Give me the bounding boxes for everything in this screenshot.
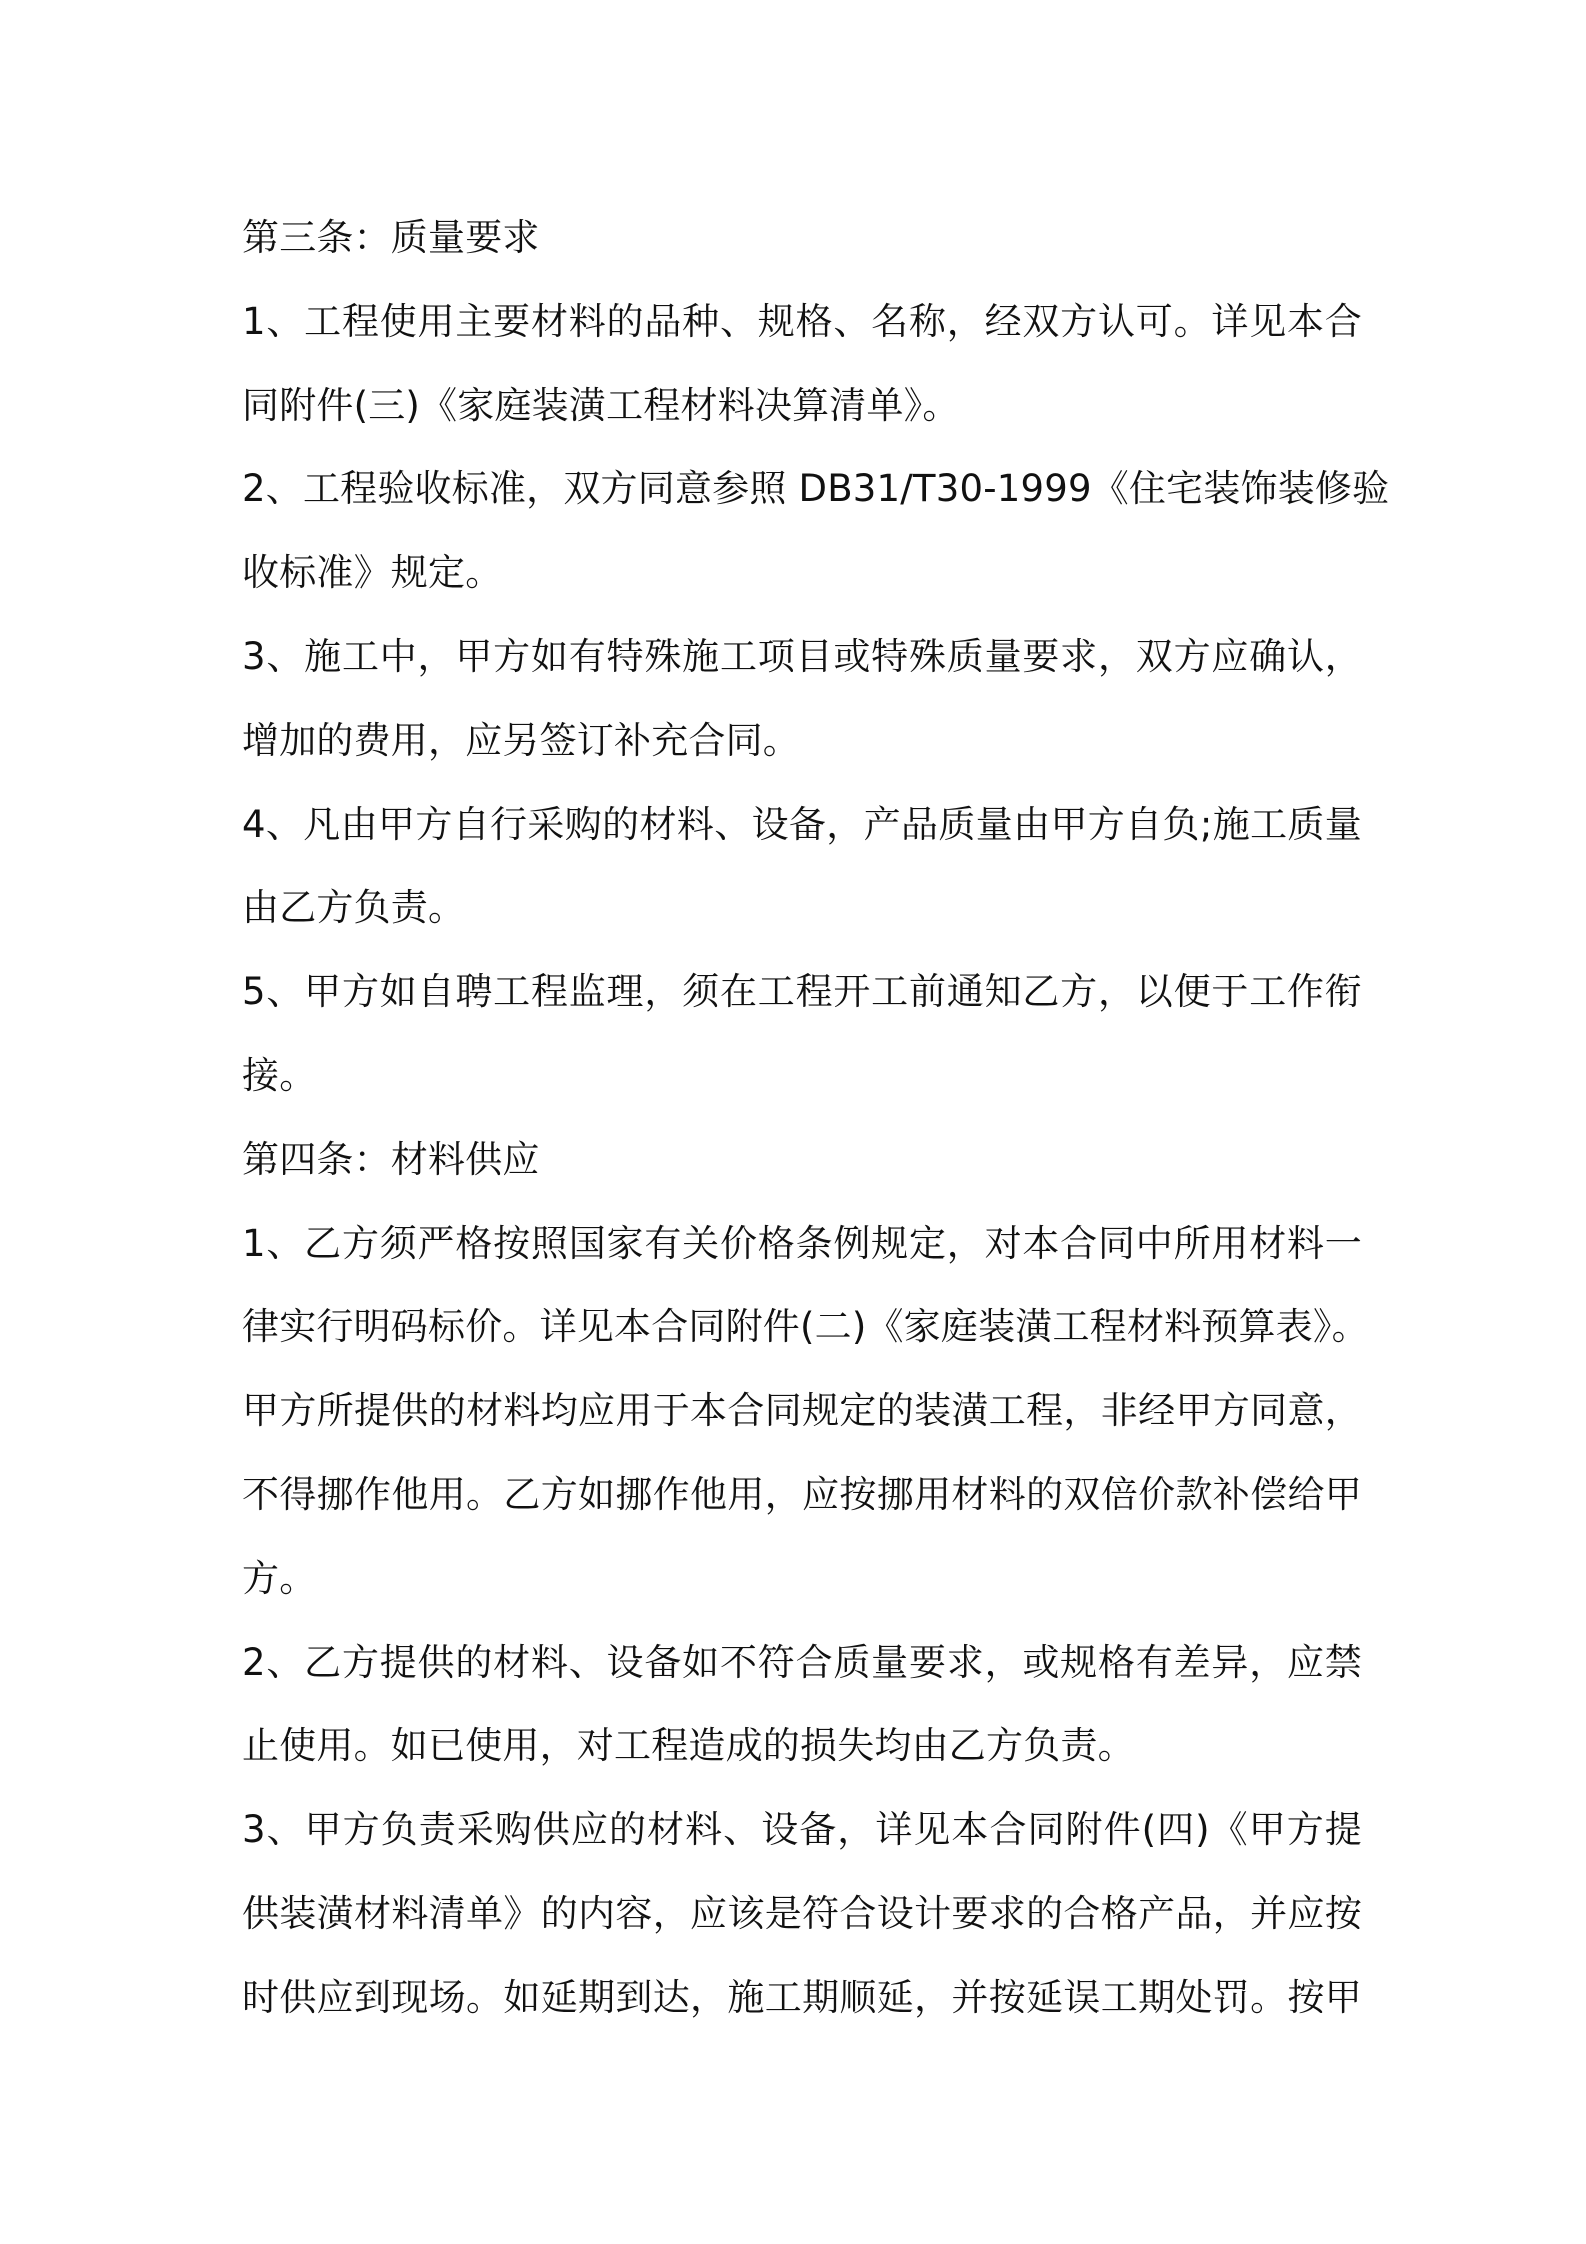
paragraph-line: 接。 <box>242 1053 317 1097</box>
paragraph-line: 不得挪作他用。乙方如挪作他用，应按挪用材料的双倍价款补偿给甲 <box>242 1472 1362 1516</box>
paragraph-line: 3、施工中，甲方如有特殊施工项目或特殊质量要求，双方应确认， <box>242 634 1362 678</box>
paragraph-line: 1、乙方须严格按照国家有关价格条例规定，对本合同中所用材料一 <box>242 1221 1362 1265</box>
paragraph-line: 2、乙方提供的材料、设备如不符合质量要求，或规格有差异，应禁 <box>242 1640 1362 1684</box>
paragraph-line: 1、工程使用主要材料的品种、规格、名称，经双方认可。详见本合 <box>242 299 1362 343</box>
section-heading-article-4: 第四条：材料供应 <box>242 1137 540 1181</box>
paragraph-line: 方。 <box>242 1556 317 1600</box>
paragraph-line: 律实行明码标价。详见本合同附件(二)《家庭装潢工程材料预算表》。 <box>242 1305 1369 1349</box>
paragraph-line: 同附件(三)《家庭装潢工程材料决算清单》。 <box>242 383 960 427</box>
paragraph-line: 甲方所提供的材料均应用于本合同规定的装潢工程，非经甲方同意， <box>242 1389 1362 1433</box>
paragraph-line: 5、甲方如自聘工程监理，须在工程开工前通知乙方，以便于工作衔 <box>242 970 1362 1014</box>
paragraph-line: 增加的费用，应另签订补充合同。 <box>242 718 800 762</box>
document-body <box>242 196 1390 2040</box>
paragraph-line: 由乙方负责。 <box>242 886 466 930</box>
paragraph-line: 时供应到现场。如延期到达，施工期顺延，并按延误工期处罚。按甲 <box>242 1975 1362 2019</box>
paragraph-line: 供装潢材料清单》的内容，应该是符合设计要求的合格产品，并应按 <box>242 1891 1362 1935</box>
paragraph-line: 3、甲方负责采购供应的材料、设备，详见本合同附件(四)《甲方提 <box>242 1808 1362 1852</box>
paragraph-line: 2、工程验收标准，双方同意参照 DB31/T30-1999《住宅装饰装修验 <box>242 467 1390 511</box>
section-heading-article-3: 第三条：质量要求 <box>242 216 540 259</box>
paragraph-line: 收标准》规定。 <box>242 551 503 595</box>
paragraph-line: 止使用。如已使用，对工程造成的损失均由乙方负责。 <box>242 1724 1135 1768</box>
paragraph-line: 4、凡由甲方自行采购的材料、设备，产品质量由甲方自负;施工质量 <box>242 802 1362 846</box>
